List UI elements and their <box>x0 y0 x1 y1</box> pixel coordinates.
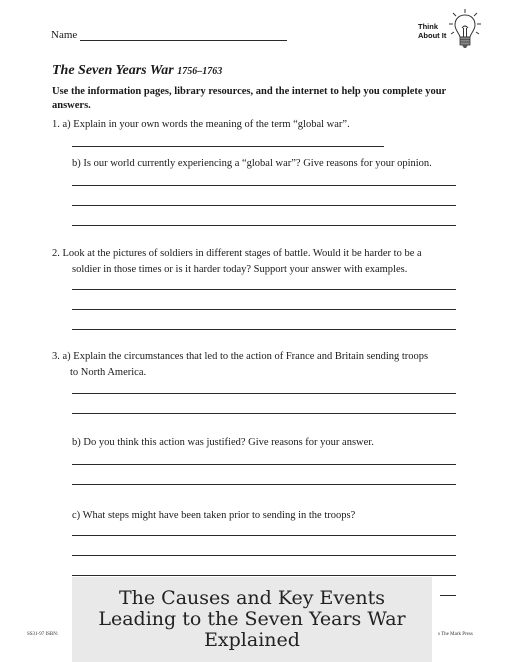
footer-code: SS31-97 ISBN: <box>27 632 59 637</box>
lightbulb-icon <box>448 8 482 52</box>
answer-line[interactable] <box>72 225 456 226</box>
footer-publisher: s The Mark Press <box>438 632 473 637</box>
question-3a-line2: to North America. <box>70 367 147 378</box>
answer-line[interactable] <box>72 185 456 186</box>
answer-line[interactable] <box>72 413 456 414</box>
question-2-line2: soldier in those times or is it harder today? Support your answer with examples. <box>72 264 408 275</box>
answer-line[interactable] <box>72 289 456 290</box>
answer-line[interactable] <box>440 595 456 596</box>
answer-line[interactable] <box>72 575 456 576</box>
title-years: 1756–1763 <box>177 66 223 77</box>
question-2-line1: 2. Look at the pictures of soldiers in different stages of battle. Would it be harder to be a <box>52 248 422 259</box>
name-answer-line[interactable] <box>80 40 287 41</box>
answer-line[interactable] <box>72 393 456 394</box>
name-label: Name <box>51 29 78 41</box>
overlay-caption: The Causes and Key Events Leading to the Seven Years War Explained <box>98 587 406 651</box>
title-main: The Seven Years War <box>52 63 174 78</box>
question-3b: b) Do you think this action was justified? Give reasons for your answer. <box>72 437 374 448</box>
answer-line[interactable] <box>72 535 456 536</box>
page-title <box>52 63 222 79</box>
think-label-line2: About It <box>418 30 447 40</box>
question-1b: b) Is our world currently experiencing a “global war”? Give reasons for your opinion. <box>72 158 432 169</box>
think-about-it-label <box>418 23 446 40</box>
think-label-line1: Think <box>418 22 438 31</box>
answer-line[interactable] <box>72 309 456 310</box>
instructions: Use the information pages, library resources, and the internet to help you complete your answers. <box>52 86 447 111</box>
caption-overlay <box>72 577 432 662</box>
question-3c: c) What steps might have been taken prior to sending in the troops? <box>72 510 356 521</box>
answer-line[interactable] <box>72 555 456 556</box>
answer-line[interactable] <box>72 464 456 465</box>
question-1a: 1. a) Explain in your own words the meaning of the term “global war”. <box>52 119 350 130</box>
answer-line[interactable] <box>72 484 456 485</box>
answer-line[interactable] <box>72 146 384 147</box>
question-3a-line1: 3. a) Explain the circumstances that led to the action of France and Britain sending troops <box>52 351 429 362</box>
answer-line[interactable] <box>72 329 456 330</box>
answer-line[interactable] <box>72 205 456 206</box>
